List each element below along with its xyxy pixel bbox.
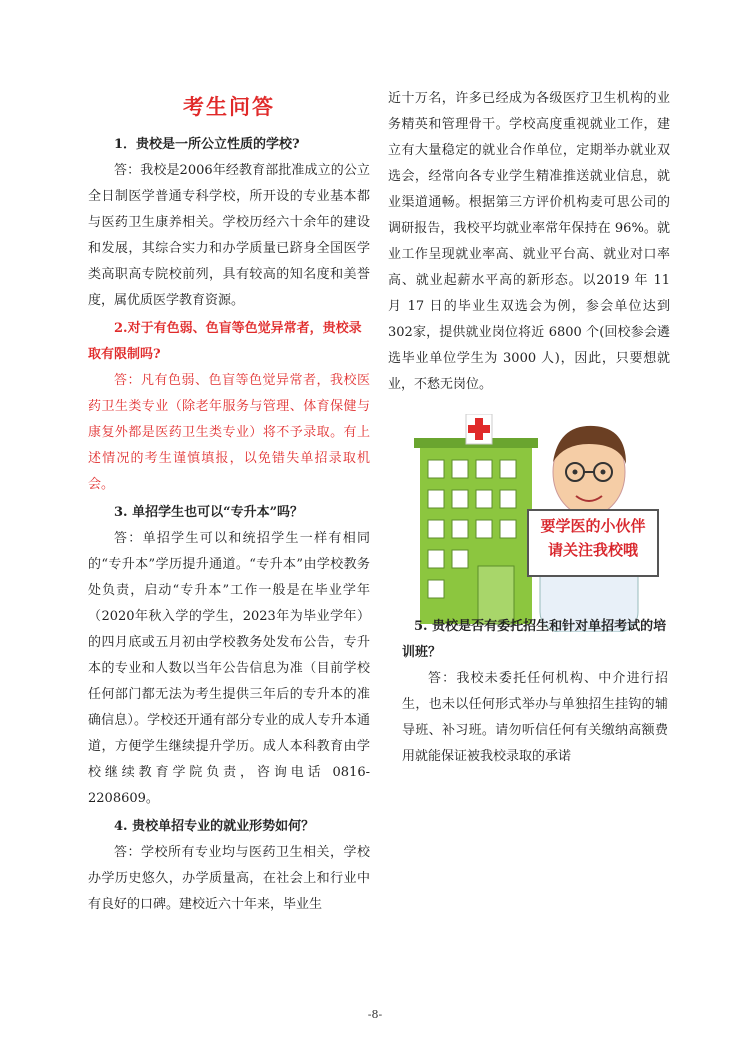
question-5-block	[402, 612, 668, 770]
question-2: 2.对于有色弱、色盲等色觉异常者，贵校录取有限制吗?	[88, 321, 362, 362]
question-4: 4. 贵校单招专业的就业形势如何？	[114, 819, 315, 834]
sign-line-1: 要学医的小伙伴	[540, 517, 646, 535]
right-column	[388, 86, 670, 398]
question-1: 1．贵校是一所公立性质的学校?	[114, 137, 300, 152]
left-column	[88, 78, 370, 918]
answer-4: 答：学校所有专业均与医药卫生相关，学校办学历史悠久，办学质量高，在社会上和行业中有良好的口碑。建校近六十年来，毕业生	[88, 845, 370, 912]
answer-1: 答：我校是2006年经教育部批准成立的公立全日制医学普通专科学校，所开设的专业基本都与医药卫生康养相关。学校历经六十余年的建设和发展，其综合实力和办学质量已跻身全国医学类高职高专院校前列，具有较高的知名度和美誉度，属优质医学教育资源。	[88, 163, 370, 308]
page-number: -8-	[367, 1008, 383, 1021]
question-5: 5. 贵校是否有委托招生和针对单招考试的培训班？	[402, 619, 667, 660]
sign-text	[528, 514, 658, 562]
sign-line-2: 请关注我校哦	[547, 541, 638, 559]
question-3: 3. 单招学生也可以“专升本”吗？	[114, 505, 304, 520]
page-title: 考生问答	[183, 94, 275, 119]
answer-3: 答：单招学生可以和统招学生一样有相同的“专升本”学历提升通道。“专升本”由学校教务处负责，启动“专升本”工作一般是在毕业学年（2020年秋入学的学生，2023年为毕业学年）的四月底或五月初由学校教务处发布公告，专升本的专业和人数以当年公告信息为准（目前学校任何部门都无法为考生提供三年后的专升本的准确信息）。学校还开通有部分专业的成人专升本通道，方便学生继续提升学历。成人本科教育由学校继续教育学院负责，咨询电话 0816-2208609。	[88, 531, 370, 806]
answer-5: 答：我校未委托任何机构、中介进行招生，也未以任何形式举办与单独招生挂钩的辅导班、补习班。请勿听信任何有关缴纳高额费用就能保证被我校录取的承诺	[402, 671, 668, 764]
hospital-building	[414, 414, 538, 624]
answer-2: 答：凡有色弱、色盲等色觉异常者，我校医药卫生类专业（除老年服务与管理、体育保健与康复外都是医药卫生类专业）将不予录取。有上述情况的考生谨慎填报，以免错失单招录取机会。	[88, 373, 370, 492]
answer-4-continued: 近十万名，许多已经成为各级医疗卫生机构的业务精英和管理骨干。学校高度重视就业工作，建立有大量稳定的就业合作单位，定期举办就业双选会，经常向各专业学生精准推送就业信息，就业渠道通畅。根据第三方评价机构麦可思公司的调研报告，我校平均就业率常年保持在 96%。就业工作呈现就业率高、就业平台高、就业对口率高、就业起薪水平高的新形态。以2019 年 11 月 17 日的毕业生双选会为例，参会单位达到 302家，提供就业岗位将近 6800 个(回校参会遴选毕业单位学生为 3000 人)，因此，只要想就业，不愁无岗位。	[388, 91, 670, 392]
